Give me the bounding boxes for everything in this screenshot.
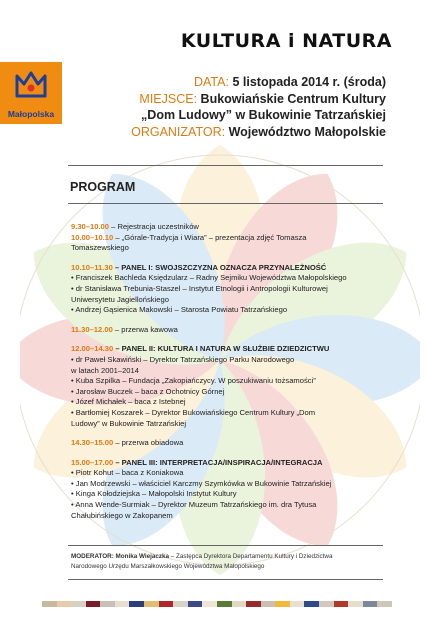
place-line [131,91,386,108]
agenda-time: 10.00–10.10 [71,232,114,242]
stripe-segment [173,601,188,607]
agenda-text: – „Górale-Tradycja i Wiara” – prezentacja zdjęć Tomasza [113,232,307,242]
agenda-line [71,243,385,254]
agenda-line [71,233,385,244]
agenda-text: • Kinga Kołodziejska – Małopolski Instytut Kultury [71,489,237,499]
moderator-line-2: Narodowego Urzędu Marszałkowskiego Województwa Małopolskiego [71,563,265,570]
stripe-segment [42,601,57,607]
stripe-segment [304,601,319,607]
agenda-line [71,468,385,479]
agenda-line [71,408,385,419]
stripe-segment [275,601,290,607]
agenda-text: • Józef Michałek – baca z Istebnej [71,397,186,407]
agenda-line [71,222,385,233]
malopolska-logo [0,62,62,124]
agenda-line [71,325,385,336]
agenda-line [71,458,385,469]
agenda-text: – przerwa obiadowa [113,438,184,448]
agenda-line [71,263,385,274]
agenda-block [71,263,385,316]
agenda-line [71,305,385,316]
agenda-line [71,344,385,355]
agenda-text: – przerwa kawowa [112,324,178,334]
stripe-segment [188,601,203,607]
agenda-block [71,458,385,522]
place-value: Bukowiańskie Centrum Kultury [200,91,386,106]
moderator-label: MODERATOR: [71,553,114,560]
panel-title: – PANEL I: SWOJSZCZYZNA OZNACZA PRZYNALEŻNOŚĆ [112,262,327,272]
agenda-line [71,397,385,408]
agenda-block [71,344,385,429]
agenda-time: 15.00–17.00 [71,457,114,467]
stripe-segment [246,601,261,607]
agenda-line [71,376,385,387]
agenda-line [71,387,385,398]
moderator-name: Monika Wiejaczka [113,553,170,560]
stripe-segment [319,601,334,607]
agenda-text: • Franciszek Bachleda Księdzularz – Radny Sejmiku Województwa Małopolskiego [71,273,347,283]
agenda-text: • Bartłomiej Koszarek – Dyrektor Bukowiańskiego Centrum Kultury „Dom [71,407,316,417]
decorative-stripe [42,601,392,607]
place-line-2 [131,107,386,124]
organizer-label: ORGANIZATOR: [131,124,226,139]
agenda-line [71,500,385,511]
agenda-line [71,489,385,500]
stripe-segment [86,601,101,607]
agenda-text: – Rejestracja uczestników [109,222,199,231]
agenda-block [71,222,385,254]
divider-program [68,203,383,204]
divider-moderator-bottom [68,579,383,580]
stripe-segment [144,601,159,607]
agenda-line [71,479,385,490]
stripe-segment [71,601,86,607]
agenda-text: Chałubińskiego w Zakopanem [71,510,173,520]
stripe-segment [100,601,115,607]
stripe-segment [334,601,349,607]
agenda-time: 11.30–12.00 [71,324,113,334]
agenda-time: 12.00–14.30 [71,344,114,354]
stripe-segment [290,601,305,607]
date-value: 5 listopada 2014 r. (środa) [232,75,386,89]
stripe-segment [57,601,72,607]
crown-icon [14,70,48,100]
place-value-2: „Dom Ludowy” w Bukowinie Tatrzańskiej [141,108,386,122]
moderator-note [71,552,385,572]
panel-title: – PANEL II: KULTURA I NATURA W SŁUŻBIE DZIEDZICTWU [113,344,330,354]
stripe-segment [261,601,276,607]
agenda-line [71,355,385,366]
agenda-line [71,438,385,449]
agenda-time: 9.30–10.00 [71,222,110,231]
agenda-line [71,366,385,377]
agenda-text: • dr Stanisława Trebunia-Staszel – Instytut Etnologii i Antropologii Kulturowej [71,283,328,293]
agenda-text: Uniwersytetu Jagiellońskiego [71,294,169,304]
agenda-text: • Kuba Szpilka – Fundacja „Zakopiańczycy. W poszukiwaniu tożsamości” [71,376,316,386]
stripe-segment [363,601,378,607]
stripe-segment [115,601,130,607]
stripe-segment [129,601,144,607]
organizer-line [131,124,386,141]
divider-moderator-top [68,545,383,546]
agenda-text: Tomaszewskiego [71,243,129,253]
page-title: KULTURA i NATURA [180,30,392,52]
place-label: MIEJSCE: [139,91,198,106]
stripe-segment [217,601,232,607]
agenda [71,222,385,530]
divider-top [68,165,383,166]
agenda-line [71,295,385,306]
agenda-text: • Piotr Kohut – baca z Koniakowa [71,468,184,478]
agenda-text: • dr Paweł Skawiński – Dyrektor Tatrzańskiego Parku Narodowego [71,354,295,364]
event-details [131,74,386,140]
program-heading: PROGRAM [70,180,136,194]
agenda-line [71,273,385,284]
agenda-line [71,511,385,522]
agenda-text: w latach 2001–2014 [71,365,139,375]
stripe-segment [159,601,174,607]
agenda-line [71,284,385,295]
date-label: DATA: [194,75,229,89]
moderator-role: – Zastępca Dyrektora Departamentu Kultury i Dziedzictwa [169,553,333,560]
stripe-segment [232,601,247,607]
agenda-block [71,438,385,449]
stripe-segment [202,601,217,607]
agenda-time: 14.30–15.00 [71,438,114,448]
stripe-segment [377,601,392,607]
panel-title: – PANEL III: INTERPRETACJA/INSPIRACJA/INTEGRACJA [113,457,323,467]
agenda-text: • Jarosław Buczek – baca z Ochotnicy Górnej [71,386,225,396]
organizer-value: Województwo Małopolskie [228,124,386,139]
moderator-line-1 [71,552,385,562]
agenda-text: Ludowy” w Bukowinie Tatrzańskiej [71,418,187,428]
date-line [131,74,386,91]
agenda-line [71,419,385,430]
stripe-segment [348,601,363,607]
logo-label: Małopolska [7,109,55,119]
agenda-text: • Anna Wende-Surmiak – Dyrektor Muzeum Tatrzańskiego im. dra Tytusa [71,500,317,510]
agenda-text: • Jan Modrzewski – właściciel Karczmy Szymkówka w Bukowinie Tatrzańskiej [71,478,332,488]
agenda-time: 10.10–11.30 [71,262,113,272]
agenda-text: • Andrzej Gąsienica Makowski – Starosta Powiatu Tatrzańskiego [71,305,288,315]
agenda-block [71,325,385,336]
